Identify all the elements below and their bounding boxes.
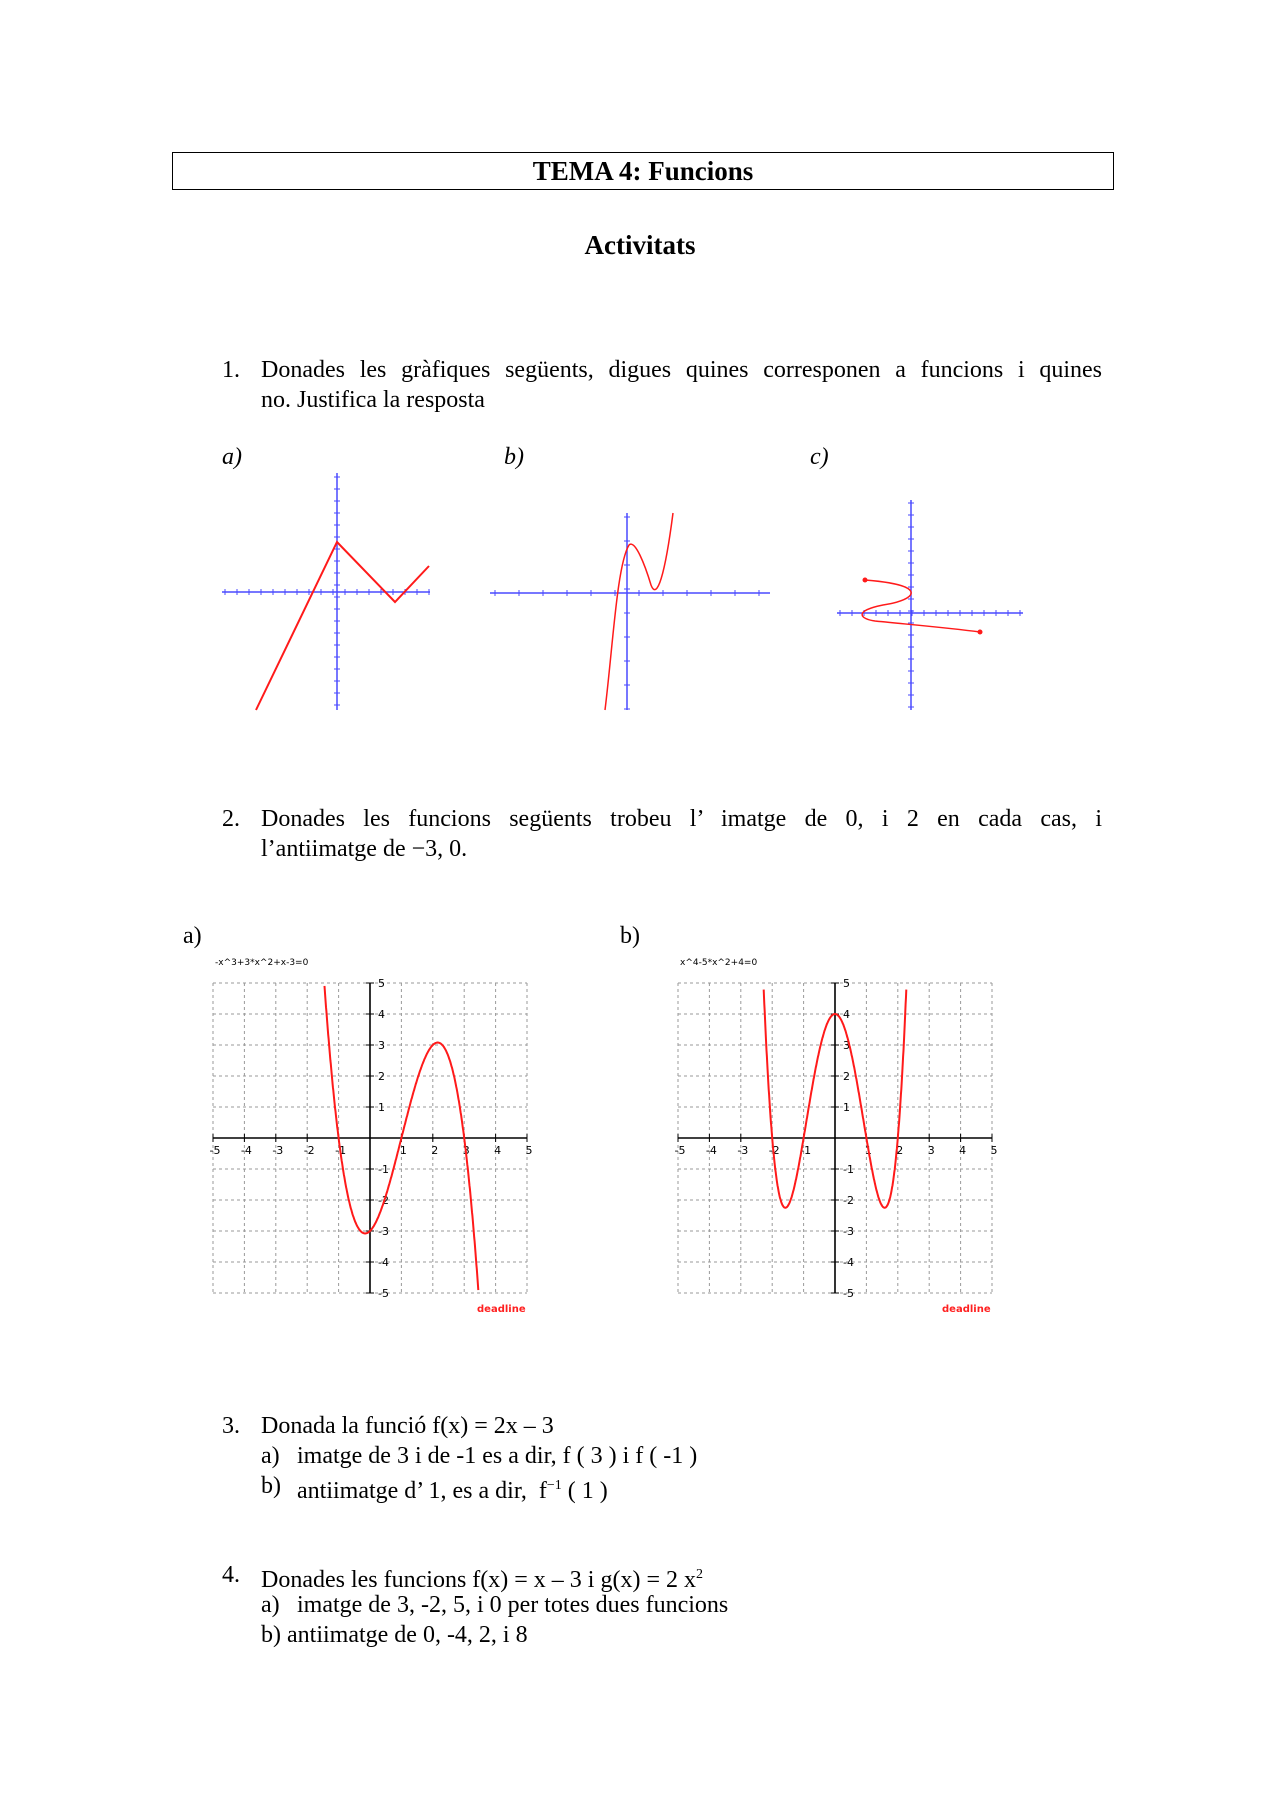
y-tick-label: -1 xyxy=(378,1163,389,1176)
question-1-line2: no. Justifica la resposta xyxy=(261,387,485,413)
chart-a xyxy=(205,950,550,1320)
question-4a-text: imatge de 3, -2, 5, i 0 per totes dues funcions xyxy=(297,1592,729,1618)
question-3a-text: imatge de 3 i de -1 es a dir, f ( 3 ) i f ( -1 ) xyxy=(297,1443,698,1469)
y-tick-label: -3 xyxy=(843,1225,854,1238)
y-tick-label: 5 xyxy=(378,977,385,990)
x-tick-label: -3 xyxy=(737,1144,749,1157)
graph-label-b: b) xyxy=(504,444,524,470)
question-1-line1: Donades les gràfiques següents, digues quines corresponen a funcions i quines xyxy=(261,357,1102,383)
x-tick-label: -2 xyxy=(768,1144,780,1157)
question-1-number: 1. xyxy=(222,357,240,383)
question-4-superscript: 2 xyxy=(696,1567,703,1582)
y-tick-label: 2 xyxy=(378,1070,385,1083)
x-tick-label: 4 xyxy=(959,1144,967,1157)
x-tick-label: 2 xyxy=(431,1144,439,1157)
x-tick-label: 2 xyxy=(896,1144,904,1157)
question-4b-text: b) antiimatge de 0, -4, 2, i 8 xyxy=(261,1622,528,1648)
chart-a-equation: -x^3+3*x^2+x-3=0 xyxy=(215,958,309,968)
section-heading: Activitats xyxy=(584,230,696,260)
sketch-graph-b xyxy=(485,505,775,715)
y-tick-label: 3 xyxy=(378,1039,385,1052)
question-2-line1: Donades les funcions següents trobeu l’ imatge de 0, i 2 en cada cas, i xyxy=(261,806,1102,832)
watermark-logo-b: deadline xyxy=(942,1304,991,1315)
y-tick-label: -5 xyxy=(378,1287,389,1300)
y-tick-label: -5 xyxy=(843,1287,854,1300)
x-tick-label: -4 xyxy=(705,1144,717,1157)
y-tick-label: -1 xyxy=(843,1163,854,1176)
question-3b-text xyxy=(297,1471,608,1506)
chart-a-label: a) xyxy=(183,923,202,949)
chart-b xyxy=(670,950,1015,1320)
graph-label-a: a) xyxy=(222,444,242,470)
question-4 xyxy=(0,1560,1280,1660)
chart-b-curve-left xyxy=(764,990,835,1208)
y-tick-label: -3 xyxy=(378,1225,389,1238)
question-1 xyxy=(0,355,1280,415)
x-tick-label: -1 xyxy=(800,1144,812,1157)
y-tick-label: -2 xyxy=(843,1194,854,1207)
x-tick-label: 1 xyxy=(399,1144,407,1157)
question-3b-label: b) xyxy=(261,1473,281,1499)
question-3-text: Donada la funció f(x) = 2x – 3 xyxy=(261,1413,554,1439)
page-title: TEMA 4: Funcions xyxy=(172,152,1114,190)
x-tick-label: -3 xyxy=(272,1144,284,1157)
graph-label-c: c) xyxy=(810,444,829,470)
y-tick-label: -4 xyxy=(378,1256,389,1269)
question-3 xyxy=(0,1411,1280,1511)
x-tick-label: -2 xyxy=(303,1144,315,1157)
question-3-number: 3. xyxy=(222,1413,240,1439)
y-tick-label: 2 xyxy=(843,1070,850,1083)
question-4-text-pre: Donades les funcions f(x) = x – 3 i g(x) = 2 x xyxy=(261,1567,696,1593)
y-tick-label: -4 xyxy=(843,1256,854,1269)
x-tick-label: -4 xyxy=(240,1144,252,1157)
x-tick-label: -5 xyxy=(674,1144,686,1157)
question-3a-label: a) xyxy=(261,1443,280,1469)
sketch-graph-a xyxy=(210,465,440,715)
question-4-number: 4. xyxy=(222,1562,240,1588)
x-tick-label: 4 xyxy=(494,1144,502,1157)
chart-b-equation: x^4-5*x^2+4=0 xyxy=(680,958,758,968)
chart-b-label: b) xyxy=(620,923,640,949)
question-4a-label: a) xyxy=(261,1592,280,1618)
y-tick-label: -2 xyxy=(378,1194,389,1207)
question-2 xyxy=(0,804,1280,864)
question-3b-superscript: −1 xyxy=(546,1478,562,1493)
watermark-logo-a: deadline xyxy=(477,1304,526,1315)
x-tick-label: 1 xyxy=(864,1144,872,1157)
x-tick-label: 3 xyxy=(927,1144,935,1157)
x-tick-label: -1 xyxy=(335,1144,347,1157)
x-tick-label: -5 xyxy=(209,1144,221,1157)
y-tick-label: 1 xyxy=(378,1101,385,1114)
y-tick-label: 4 xyxy=(843,1008,850,1021)
y-tick-label: 5 xyxy=(843,977,850,990)
question-3b-text-post: ( 1 ) xyxy=(561,1478,608,1504)
y-tick-label: 1 xyxy=(843,1101,850,1114)
question-2-number: 2. xyxy=(222,806,240,832)
question-2-line2: l’antiimatge de −3, 0. xyxy=(261,836,468,862)
x-tick-label: 5 xyxy=(525,1144,533,1157)
x-tick-label: 5 xyxy=(990,1144,998,1157)
sketch-graph-c xyxy=(835,495,1025,715)
y-tick-label: 3 xyxy=(843,1039,850,1052)
question-3b-text-pre: antiimatge d’ 1, es a dir, f xyxy=(297,1478,547,1504)
x-tick-label: 3 xyxy=(462,1144,470,1157)
y-tick-label: 4 xyxy=(378,1008,385,1021)
